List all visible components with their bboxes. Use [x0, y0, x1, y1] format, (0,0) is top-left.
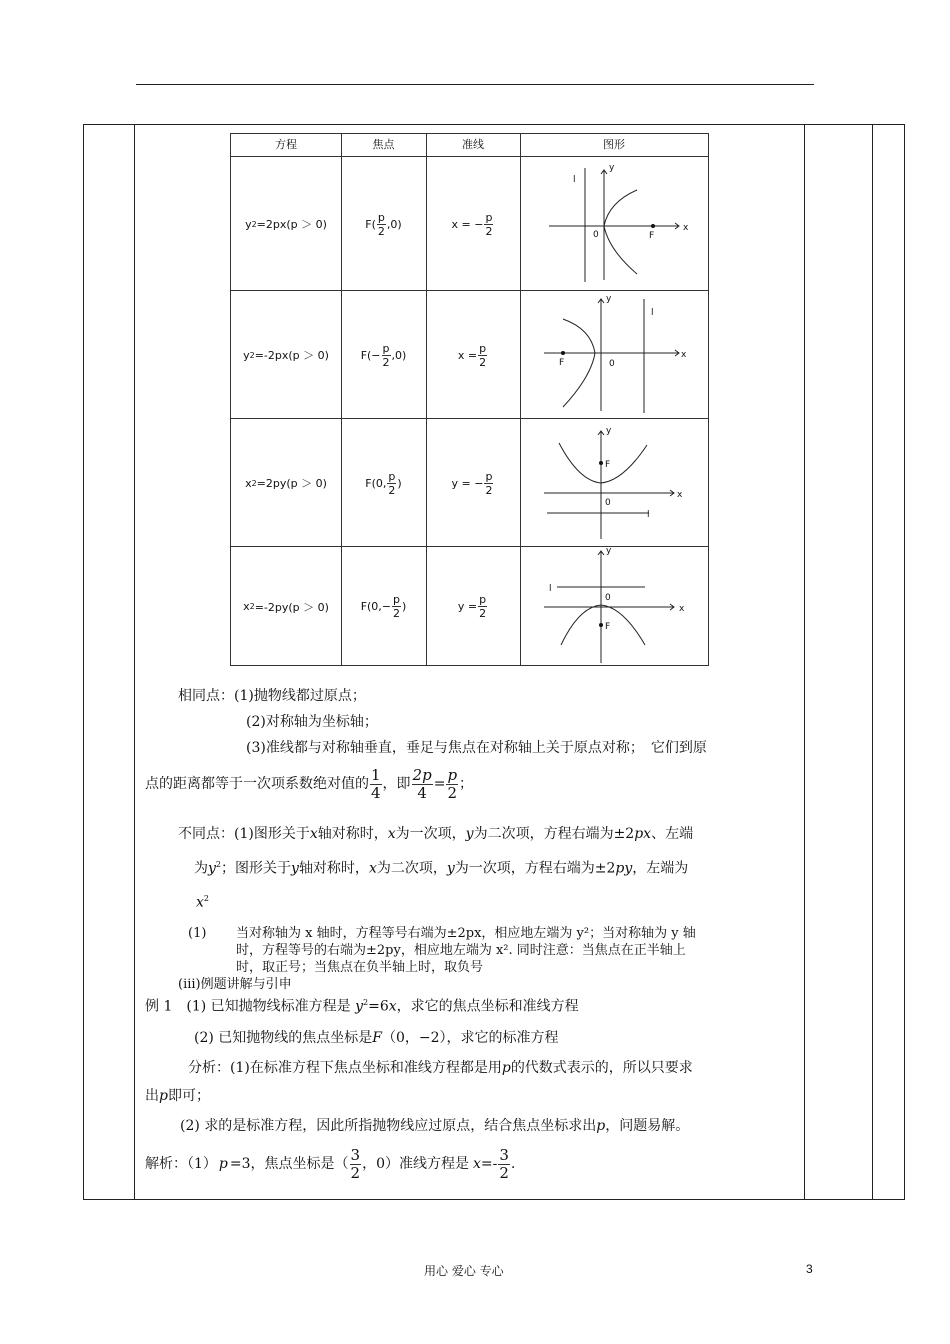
header-directrix: 准线 — [462, 138, 484, 151]
svg-text:y: y — [606, 294, 612, 304]
note-line2: 时，方程等号的右端为±2py，相应地左端为 x². 同时注意：当焦点在正半轴上 — [236, 943, 686, 958]
table-row — [231, 418, 708, 547]
svg-text:F: F — [605, 621, 611, 632]
analysis-line2: 出p即可； — [145, 1088, 210, 1104]
header-rule — [136, 84, 814, 85]
equation-cell: x 2 =2py(p ＞ 0) — [245, 476, 327, 490]
same-points-line4: 点的距离都等于一次项系数绝对值的 $\frac{1}{4}$ ，即 $\frac{2p}{4}$ = $\frac{p}{2}$ ； — [145, 766, 474, 802]
column-divider — [872, 124, 873, 1200]
equation-cell: y 2 =-2px(p ＞ 0) — [243, 348, 329, 362]
note-line3: 时，取正号；当焦点在负半轴上时，取负号 — [236, 960, 484, 975]
svg-text:x: x — [683, 223, 689, 233]
section-heading: (iii)例题讲解与引申 — [178, 977, 292, 992]
focus-cell: F( $\frac{p}{2}$ ,0) — [365, 210, 402, 238]
analysis-line1: 分析：(1)在标准方程下焦点坐标和准线方程都是用p的代数式表示的，所以只要求 — [188, 1060, 693, 1076]
note-line1: 当对称轴为 x 轴时，方程等号右端为±2px，相应地左端为 y²；当对称轴为 y 轴 — [236, 926, 696, 941]
parabola-graph-down — [529, 545, 699, 669]
svg-text:0: 0 — [593, 230, 599, 240]
directrix-cell: y = − $\frac{p}{2}$ — [451, 469, 493, 497]
example-line1: 例 1 (1) 已知抛物线标准方程是 $y^2=6x$，求它的焦点坐标和准线方程 — [145, 998, 579, 1015]
diff-points-line2: 为$y^2$；图形关于y轴对称时，x为二次项，y为一次项，方程右端为±2py，左端为 — [194, 860, 689, 877]
table-row — [231, 546, 708, 666]
directrix-cell: x = $\frac{p}{2}$ — [457, 341, 487, 369]
equation-cell: x 2 =-2py(p ＞ 0) — [243, 600, 329, 614]
svg-text:0: 0 — [609, 359, 615, 369]
svg-text:x: x — [681, 350, 687, 360]
directrix-cell: x = − $\frac{p}{2}$ — [451, 210, 493, 238]
svg-text:y: y — [609, 163, 615, 173]
graph-cell — [520, 291, 708, 419]
parabola-graph-up — [529, 421, 699, 545]
svg-text:y: y — [606, 426, 612, 436]
graph-cell — [520, 157, 708, 291]
parabola-table — [230, 133, 709, 666]
svg-text:y: y — [606, 545, 612, 556]
diff-points-line3: $x^2$ — [196, 894, 209, 911]
footer-motto: 用心 爱心 专心 — [424, 1264, 504, 1278]
parabola-graph-right — [529, 162, 699, 286]
svg-text:0: 0 — [605, 592, 611, 603]
svg-text:F: F — [605, 460, 611, 470]
svg-text:x: x — [677, 490, 683, 500]
focus-cell: F(0, $\frac{p}{2}$ ) — [365, 469, 402, 497]
column-divider — [134, 124, 135, 1200]
svg-text:F: F — [649, 231, 655, 241]
same-points-line3: (3)准线都与对称轴垂直，垂足与焦点在对称轴上关于原点对称； 它们到原 — [246, 740, 707, 756]
focus-cell: F(− $\frac{p}{2}$ ,0) — [360, 341, 407, 369]
solution-line: 解析：（1） p =3，焦点坐标是（ $\frac{3}{2}$ ，0）准线方程是 x =- $\frac{3}{2}$ . — [145, 1146, 516, 1182]
parabola-graph-left — [529, 293, 699, 417]
diff-points-line1: 不同点：(1)图形关于x轴对称时，x为一次项，y为二次项，方程右端为±2px、左端 — [178, 826, 694, 842]
svg-text:l: l — [573, 175, 576, 185]
header-equation: 方程 — [275, 138, 297, 151]
same-points-line2: (2)对称轴为坐标轴； — [246, 714, 378, 730]
svg-text:l: l — [647, 510, 650, 520]
table-row — [231, 156, 708, 291]
directrix-cell: y = $\frac{p}{2}$ — [457, 593, 487, 620]
note-number: (1) — [188, 926, 207, 941]
equation-cell: y 2 =2px(p ＞ 0) — [245, 217, 327, 231]
focus-cell: F(0,− $\frac{p}{2}$ ) — [360, 593, 407, 620]
svg-text:x: x — [679, 603, 685, 614]
column-divider — [804, 124, 805, 1200]
page-number: 3 — [806, 1262, 813, 1276]
header-focus: 焦点 — [372, 138, 395, 151]
svg-text:F: F — [559, 358, 565, 368]
graph-cell — [520, 547, 708, 666]
header-graph: 图形 — [603, 138, 625, 151]
analysis-line3: (2) 求的是标准方程，因此所指抛物线应过原点，结合焦点坐标求出p，问题易解。 — [180, 1118, 690, 1134]
table-row — [231, 290, 708, 419]
graph-cell — [520, 419, 708, 547]
svg-text:l: l — [549, 583, 552, 594]
example-line2: (2) 已知抛物线的焦点坐标是F（0，−2），求它的标准方程 — [194, 1030, 559, 1046]
svg-text:0: 0 — [605, 498, 611, 508]
same-points-line1: 相同点：(1)抛物线都过原点； — [178, 688, 366, 704]
svg-text:l: l — [651, 308, 654, 318]
